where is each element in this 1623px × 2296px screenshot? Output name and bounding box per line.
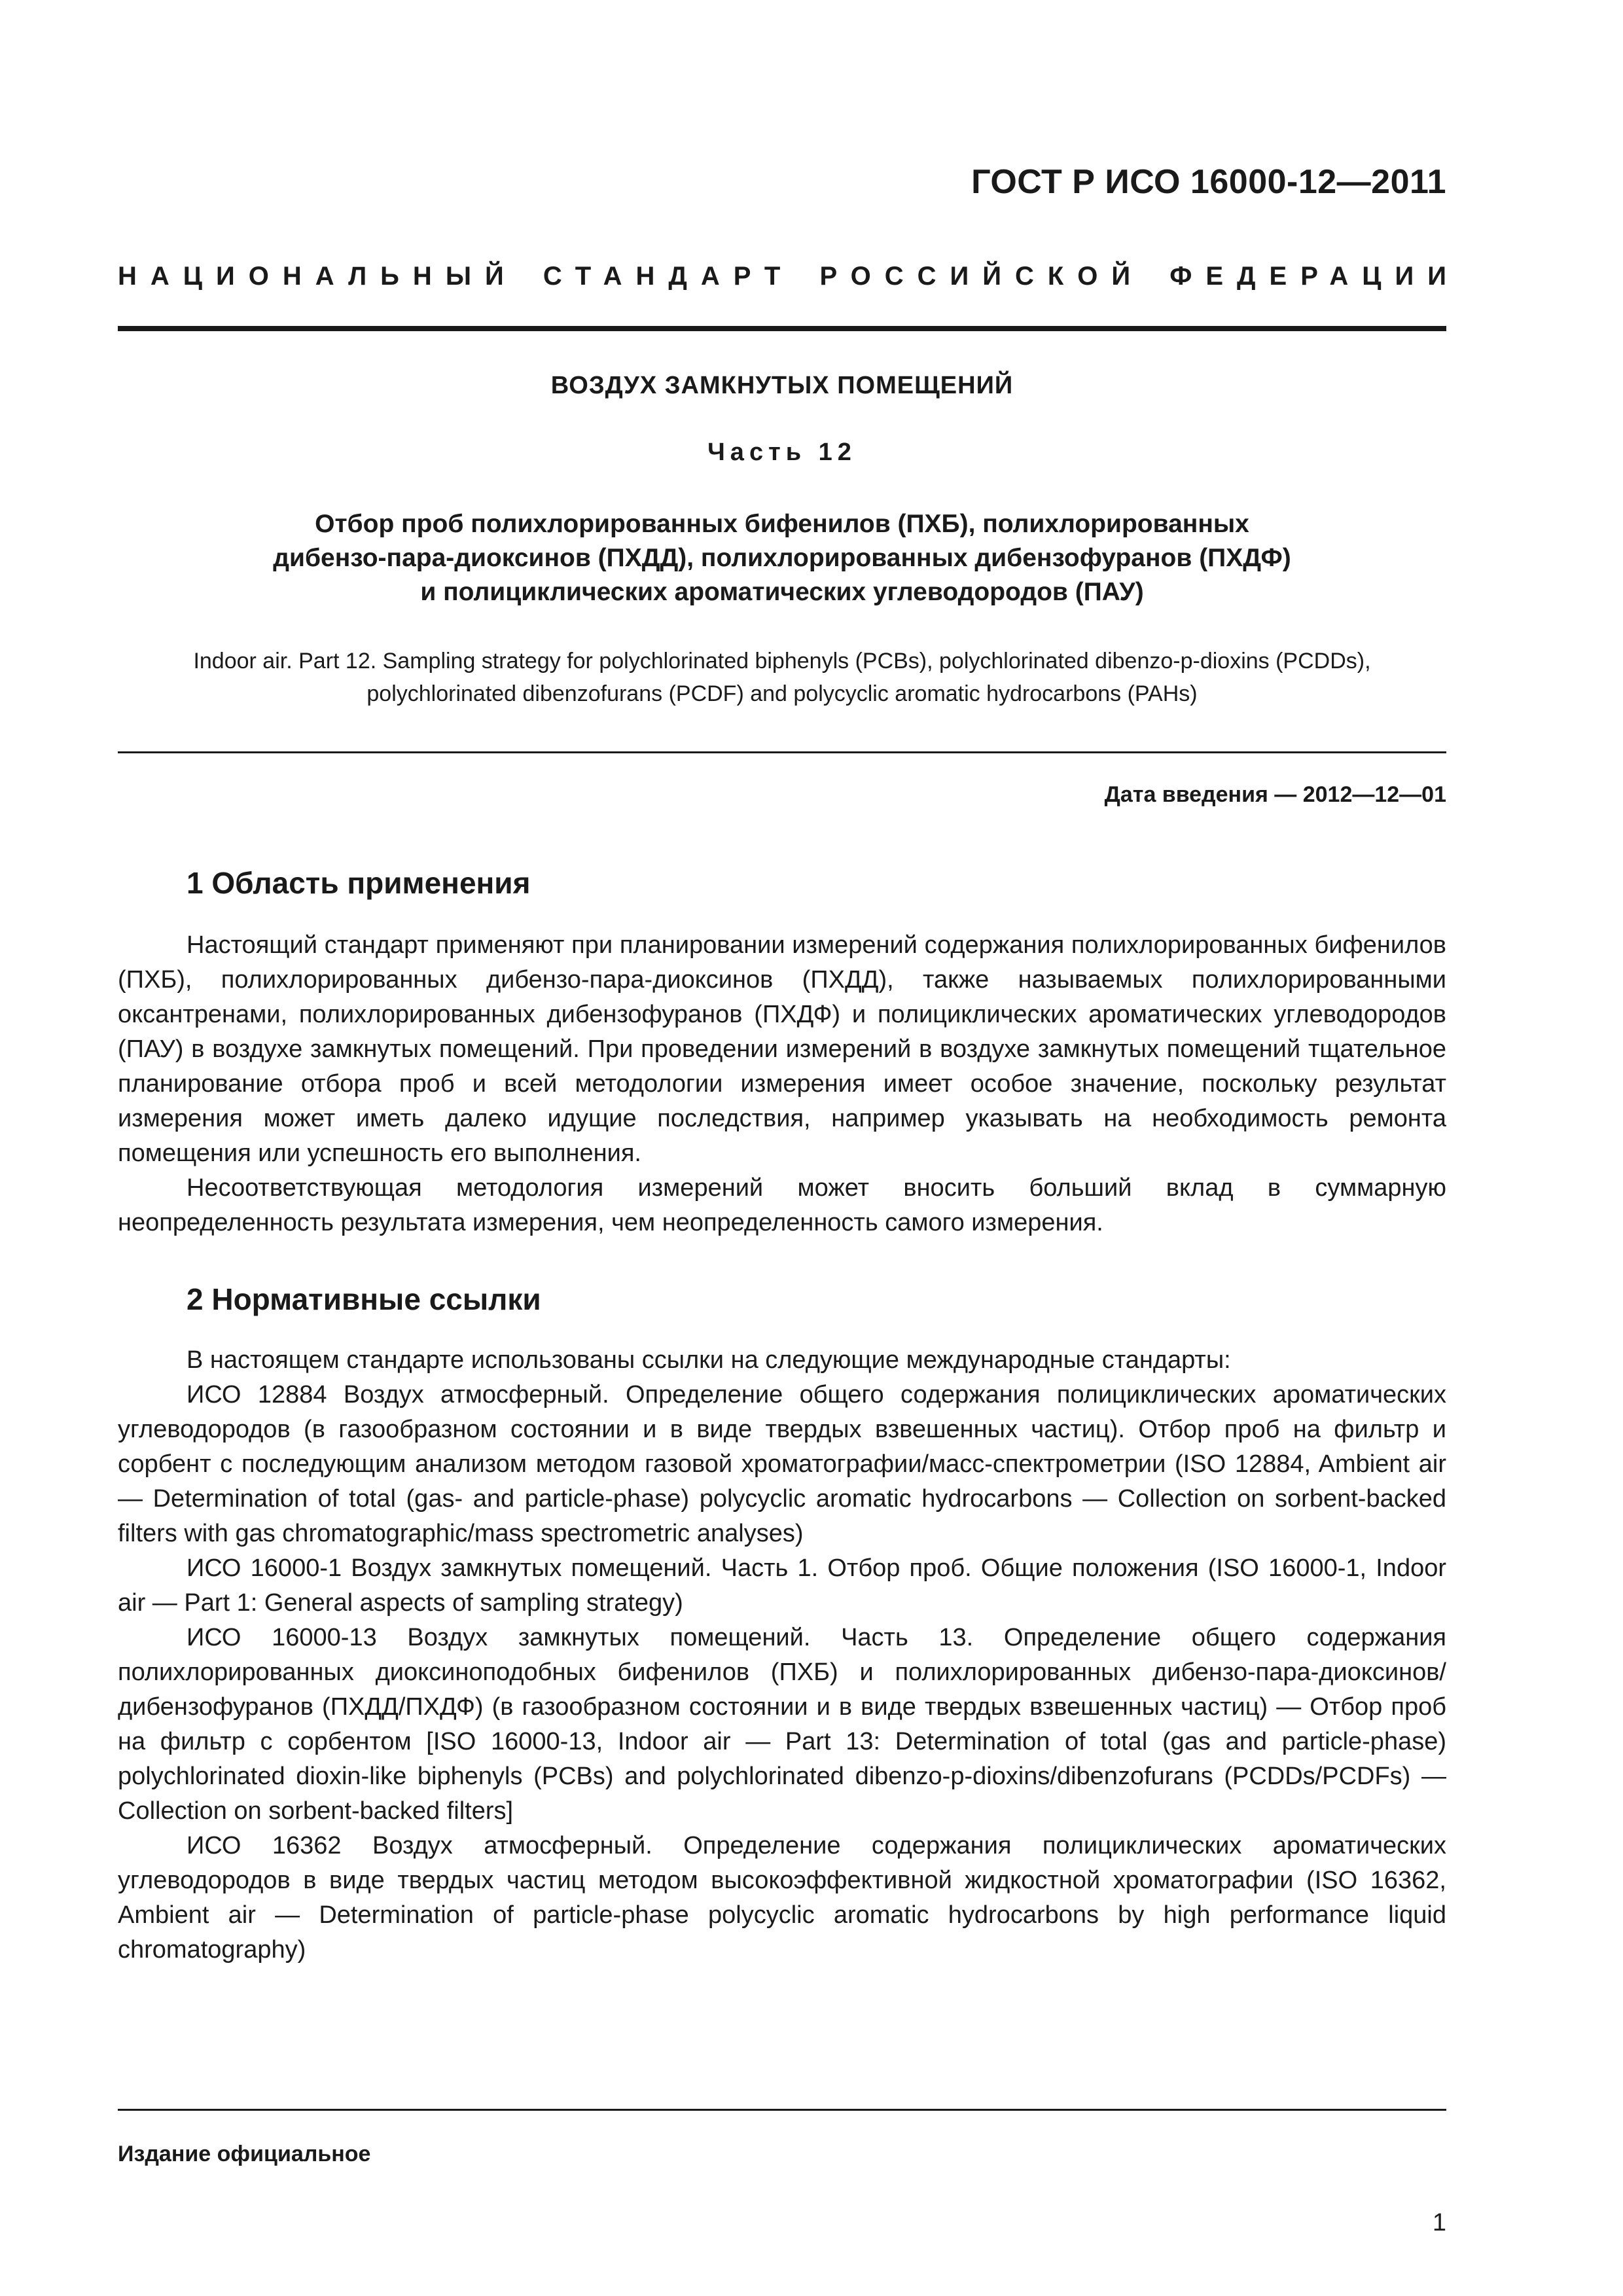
document-page — [118, 0, 1460, 2296]
part-title: Часть 12 — [707, 439, 857, 466]
english-title-line: Indoor air. Part 12. Sampling strategy for polychlorinated biphenyls (PCBs), polychlorinated dibenzo-p-dioxins (PCDDs), — [193, 649, 1371, 673]
paragraph: ИСО 16000-1 Воздух замкнутых помещений. Часть 1. Отбор проб. Общие положения (ISO 16000-1, Indoor air — Part 1: General aspects of sampling strategy) — [118, 1554, 1446, 1617]
paragraph: ИСО 12884 Воздух атмосферный. Определение общего содержания полициклических ароматических углеводородов (в газообразном состоянии и в виде твердых взвешенных частиц). Отбор проб на фильтр и сорбент с последующим анализом методом газовой хроматографии/масс-спектрометрии (ISO 12884, Ambient air — Determination of total (gas- and particle-phase) polycyclic aromatic hydrocarbons — Collection on sorbent-backed filters with gas chromatographic/mass spectrometric analyses) — [118, 1381, 1446, 1547]
subtitle-line: дибензо-пара-диоксинов (ПХДД), полихлорированных дибензофуранов (ПХДФ) — [273, 544, 1291, 572]
section-2-heading: 2 Нормативные ссылки — [187, 1282, 541, 1316]
national-standard-line — [118, 262, 1460, 291]
section-1-body — [118, 928, 1446, 1240]
english-title — [118, 645, 1446, 710]
page-number: 1 — [1432, 2209, 1446, 2236]
paragraph: ИСО 16362 Воздух атмосферный. Определение содержания полициклических ароматических углеводородов в виде твердых частиц методом высокоэффективной жидкостной хроматографии (ISO 16362, Ambient air — Determination of particle-phase polycyclic aromatic hydrocarbons by high performance liquid chromatography) — [118, 1832, 1446, 1964]
subtitle-line: и полициклических ароматических углеводородов (ПАУ) — [420, 578, 1144, 606]
section-1-heading: 1 Область применения — [187, 866, 531, 900]
header-thick-rule — [118, 326, 1446, 331]
paragraph: ИСО 16000-13 Воздух замкнутых помещений. Часть 13. Определение общего содержания полихлорированных диоксиноподобных бифенилов (ПХБ) и полихлорированных дибензо-пара-диоксинов/дибензофуранов (ПХДД/ПХДФ) (в газообразном состоянии и в виде твердых взвешенных частиц) — Отбор проб на фильтр с сорбентом [ISO 16000-13, Indoor air — Part 13: Determination of total (gas and particle-phase) polychlorinated dioxin-like biphenyls (PCBs) and polychlorinated dibenzo-p-dioxins/dibenzofurans (PCDDs/PCDFs) — Collection on sorbent-backed filters] — [118, 1624, 1446, 1825]
footer-rule — [118, 2109, 1446, 2111]
edition-label: Издание официальное — [118, 2142, 371, 2166]
main-title: ВОЗДУХ ЗАМКНУТЫХ ПОМЕЩЕНИЙ — [550, 372, 1014, 399]
subtitle-line: Отбор проб полихлорированных бифенилов (ПХБ), полихлорированных — [315, 510, 1249, 538]
gost-identifier: ГОСТ Р ИСО 16000-12—2011 — [971, 163, 1446, 201]
paragraph: Несоответствующая методология измерений может вносить больший вклад в суммарную неопределенность результата измерения, чем неопределенность самого измерения. — [118, 1174, 1446, 1236]
section-2-body — [118, 1343, 1446, 1967]
national-word: СТАНДАРТ — [543, 262, 794, 291]
paragraph: В настоящем стандарте использованы ссылки на следующие международные стандарты: — [187, 1346, 1231, 1374]
national-word: РОССИЙСКОЙ — [819, 262, 1145, 291]
national-word: НАЦИОНАЛЬНЫЙ — [118, 262, 518, 291]
english-title-line: polychlorinated dibenzofurans (PCDF) and polycyclic aromatic hydrocarbons (PAHs) — [366, 681, 1198, 706]
introduction-date: Дата введения — 2012—12—01 — [1104, 782, 1446, 807]
national-word: ФЕДЕРАЦИИ — [1169, 262, 1460, 291]
subtitle — [118, 507, 1446, 609]
paragraph: Настоящий стандарт применяют при планировании измерений содержания полихлорированных бифенилов (ПХБ), полихлорированных дибензо-пара-диоксинов (ПХДД), также называемых полихлорированными оксантренами, полихлорированных дибензофуранов (ПХДФ) и полициклических ароматических углеводородов (ПАУ) в воздухе замкнутых помещений. При проведении измерений в воздухе замкнутых помещений тщательное планирование отбора проб и всей методологии измерения имеет особое значение, поскольку результат измерения может иметь далеко идущие последствия, например указывать на необходимость ремонта помещения или успешность его выполнения. — [118, 931, 1446, 1167]
title-separator-rule — [118, 751, 1446, 753]
